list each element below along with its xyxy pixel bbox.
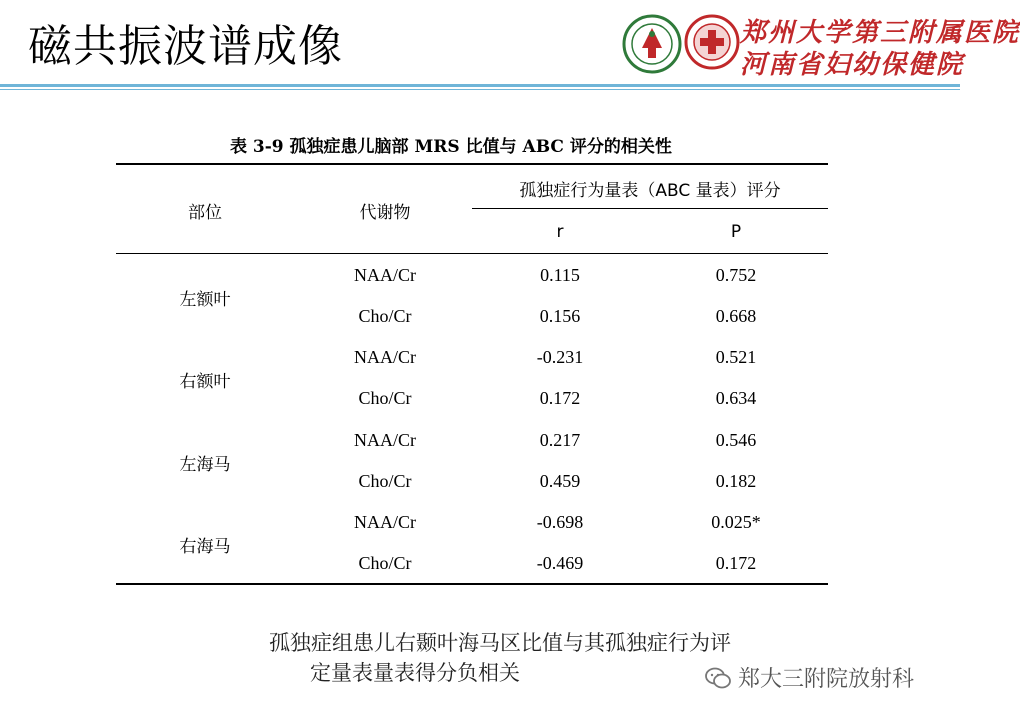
r-value-cell: -0.469 (536, 553, 584, 573)
p-value-cell: 0.521 (715, 347, 757, 367)
col-header-p: P (730, 222, 742, 242)
region-cell: 左海马 (179, 455, 231, 475)
r-value-cell: 0.156 (539, 306, 581, 326)
p-value-cell: 0.546 (715, 430, 757, 450)
metabolite-cell: NAA/Cr (354, 512, 416, 532)
r-value-cell: -0.231 (536, 347, 584, 367)
metabolite-cell: Cho/Cr (358, 471, 412, 491)
table-header-bottom-rule (116, 253, 828, 254)
slide-title: 磁共振波谱成像 (28, 21, 343, 72)
col-header-metabolite: 代谢物 (359, 203, 411, 223)
r-value-cell: -0.698 (536, 512, 584, 532)
region-cell: 左额叶 (179, 290, 231, 310)
metabolite-cell: NAA/Cr (354, 265, 416, 285)
hospital-logo-icon (684, 14, 740, 70)
header-divider-thin (0, 89, 960, 90)
metabolite-cell: Cho/Cr (358, 388, 412, 408)
summary-line-1: 孤独症组患儿右颞叶海马区比值与其孤独症行为评 (269, 631, 731, 655)
p-value-cell: 0.752 (715, 265, 757, 285)
col-header-scale: 孤独症行为量表（ABC 量表）评分 (519, 181, 781, 201)
summary-text (220, 628, 780, 688)
p-value-cell: 0.634 (715, 388, 757, 408)
wechat-account-name: 郑大三附院放射科 (738, 667, 915, 692)
r-value-cell: 0.459 (539, 471, 581, 491)
table-top-rule (116, 163, 828, 165)
university-logo-icon (622, 14, 682, 74)
table-header-mid-rule (472, 208, 828, 209)
col-header-r: r (556, 222, 564, 242)
table-bottom-rule (116, 583, 828, 585)
p-value-cell: 0.668 (715, 306, 757, 326)
wechat-watermark (704, 662, 914, 693)
metabolite-cell: Cho/Cr (358, 553, 412, 573)
hospital-name-line1: 郑州大学第三附属医院 (740, 18, 1020, 48)
p-value-cell: 0.182 (715, 471, 757, 491)
region-cell: 右海马 (179, 537, 231, 557)
metabolite-cell: NAA/Cr (354, 347, 416, 367)
p-value-cell: 0.025* (711, 512, 761, 532)
wechat-icon (704, 666, 732, 690)
header-divider (0, 84, 960, 87)
r-value-cell: 0.115 (540, 265, 580, 285)
metabolite-cell: Cho/Cr (358, 306, 412, 326)
p-value-cell: 0.172 (715, 553, 757, 573)
region-cell: 右额叶 (179, 372, 231, 392)
col-header-region: 部位 (188, 203, 222, 223)
metabolite-cell: NAA/Cr (354, 430, 416, 450)
hospital-name-line2: 河南省妇幼保健院 (740, 50, 965, 80)
table-caption: 表 3-9 孤独症患儿脑部 MRS 比值与 ABC 评分的相关性 (230, 137, 672, 157)
summary-line-2: 定量表量表得分负相关 (310, 661, 520, 685)
r-value-cell: 0.217 (539, 430, 581, 450)
r-value-cell: 0.172 (539, 388, 581, 408)
